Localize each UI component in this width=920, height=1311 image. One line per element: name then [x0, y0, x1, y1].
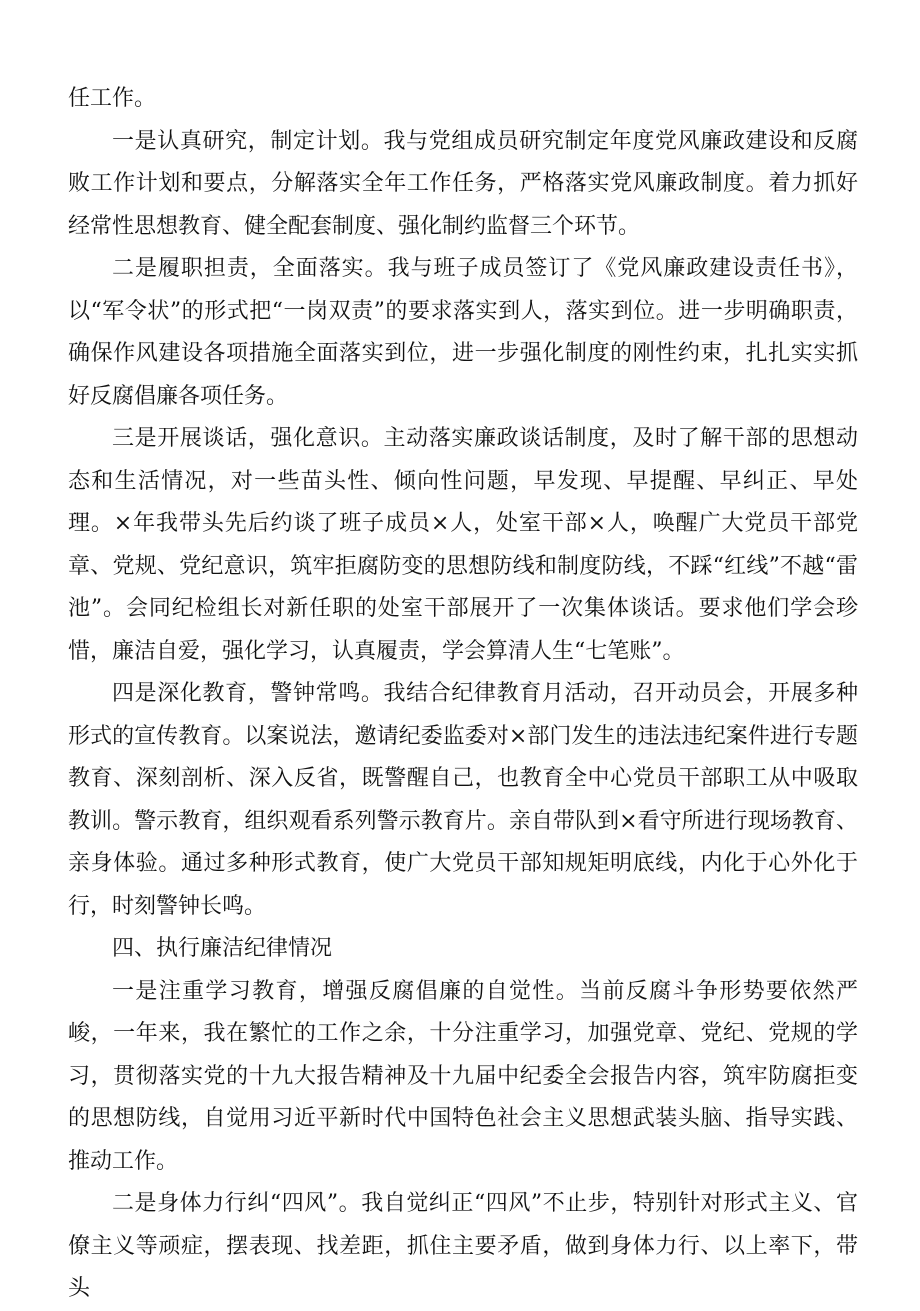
paragraph-talks: 三是开展谈话，强化意识。主动落实廉政谈话制度，及时了解干部的思想动态和生活情况，对一些苗头性、倾向性问题，早发现、早提醒、早纠正、早处理。×年我带头先后约谈了班子成员×人，处室干部×人，唤醒广大党员干部党章、党规、党纪意识，筑牢拒腐防变的思想防线和制度防线，不踩“红线”不越“雷池”。会同纪检组长对新任职的处室干部展开了一次集体谈话。要求他们学会珍惜，廉洁自爱，强化学习，认真履责，学会算清人生“七笔账”。	[68, 426, 858, 664]
paragraph-study: 一是注重学习教育，增强反腐倡廉的自觉性。当前反腐斗争形势要依然严峻，一年来，我在繁忙的工作之余，十分注重学习，加强党章、党纪、党规的学习，贯彻落实党的十九大报告精神及十九届中纪委全会报告内容，筑牢防腐拒变的思想防线，自觉用习近平新时代中国特色社会主义思想武装头脑、指导实践、推动工作。	[68, 978, 858, 1174]
paragraph-four-winds: 二是身体力行纠“四风”。我自觉纠正“四风”不止步，特别针对形式主义、官僚主义等顽症，摆表现、找差距，抓住主要矛盾，做到身体力行、以上率下，带头	[68, 1191, 858, 1301]
paragraph-education: 四是深化教育，警钟常鸣。我结合纪律教育月活动，召开动员会，开展多种形式的宣传教育。以案说法，邀请纪委监委对×部门发生的违法违纪案件进行专题教育、深刻剖析、深入反省，既警醒自己，也教育全中心党员干部职工从中吸取教训。警示教育，组织观看系列警示教育片。亲自带队到×看守所进行现场教育、亲身体验。通过多种形式教育，使广大党员干部知规矩明底线，内化于心外化于行，时刻警钟长鸣。	[68, 681, 858, 919]
paragraph-responsibility: 二是履职担责，全面落实。我与班子成员签订了《党风廉政建设责任书》，以“军令状”的形式把“一岗双责”的要求落实到人，落实到位。进一步明确职责，确保作风建设各项措施全面落实到位，进一步强化制度的刚性约束，扎扎实实抓好反腐倡廉各项任务。	[68, 256, 858, 409]
document-body	[68, 78, 858, 1311]
paragraph-plan: 一是认真研究，制定计划。我与党组成员研究制定年度党风廉政建设和反腐败工作计划和要点，分解落实全年工作任务，严格落实党风廉政制度。着力抓好经常性思想教育、健全配套制度、强化制约监督三个环节。	[68, 128, 858, 239]
paragraph-continuation: 任工作。	[68, 86, 157, 111]
section-heading: 四、执行廉洁纪律情况	[112, 936, 333, 961]
